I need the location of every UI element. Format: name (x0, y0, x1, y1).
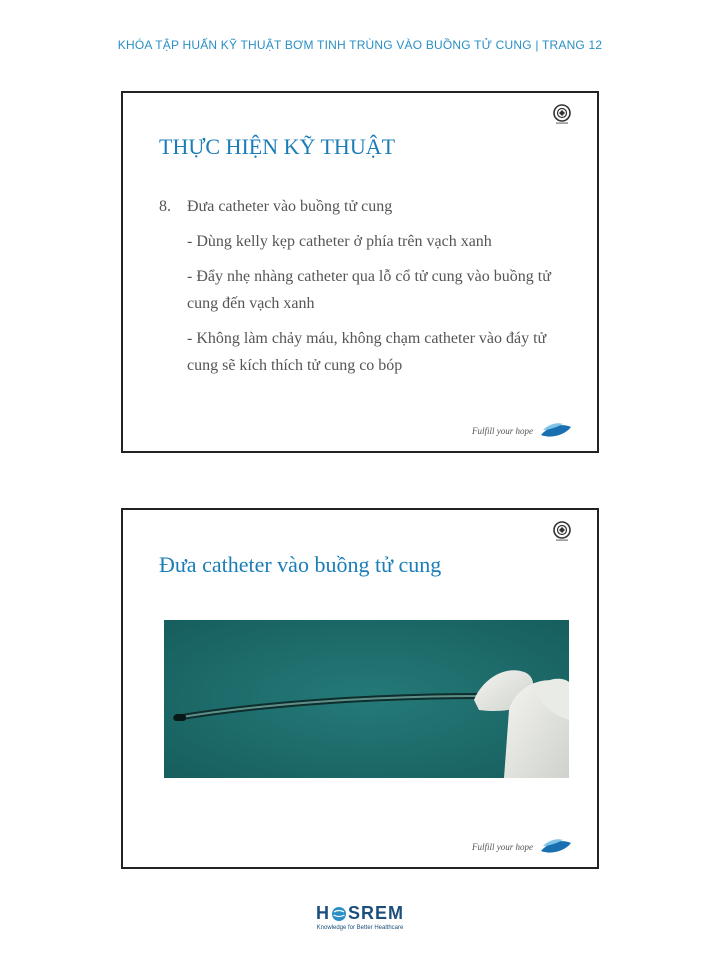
catheter-photo (164, 620, 569, 778)
item-text: Đưa catheter vào buồng tử cung (187, 198, 393, 215)
list-item (159, 193, 559, 220)
brand-name (316, 903, 404, 924)
brand-subtitle: Knowledge for Better Healthcare (316, 925, 404, 931)
hosrem-logo (0, 903, 720, 931)
sub-item: - Đẩy nhẹ nhàng catheter qua lỗ cổ tử cung vào buồng tử cung đến vạch xanh (187, 268, 551, 312)
sub-item: - Dùng kelly kẹp catheter ở phía trên vạch xanh (187, 233, 492, 250)
tagline: Fulfill your hope (472, 842, 533, 852)
step-list (159, 193, 559, 379)
slide-title: Đưa catheter vào buồng tử cung (159, 552, 442, 577)
slide-1 (121, 91, 599, 453)
slide-2 (121, 508, 599, 869)
leaf-logo-icon (539, 837, 573, 857)
slide-footer (472, 421, 573, 441)
page-header: KHÓA TẬP HUẤN KỸ THUẬT BƠM TINH TRÙNG VÀO BUỒNG TỬ CUNG | TRANG 12 (117, 38, 603, 52)
tagline: Fulfill your hope (472, 426, 533, 436)
hospital-seal-icon (551, 520, 573, 542)
leaf-logo-icon (539, 421, 573, 441)
brand-right: SREM (347, 903, 404, 923)
sub-item: - Không làm chảy máu, không chạm catheter vào đáy tử cung sẽ kích thích tử cung co bóp (187, 330, 547, 374)
brand-left: H (315, 903, 330, 923)
item-number: 8. (159, 198, 171, 215)
slide-title: THỰC HIỆN KỸ THUẬT (159, 134, 396, 159)
slide-footer (472, 837, 573, 857)
globe-o-icon (331, 906, 347, 922)
hospital-seal-icon (551, 103, 573, 125)
